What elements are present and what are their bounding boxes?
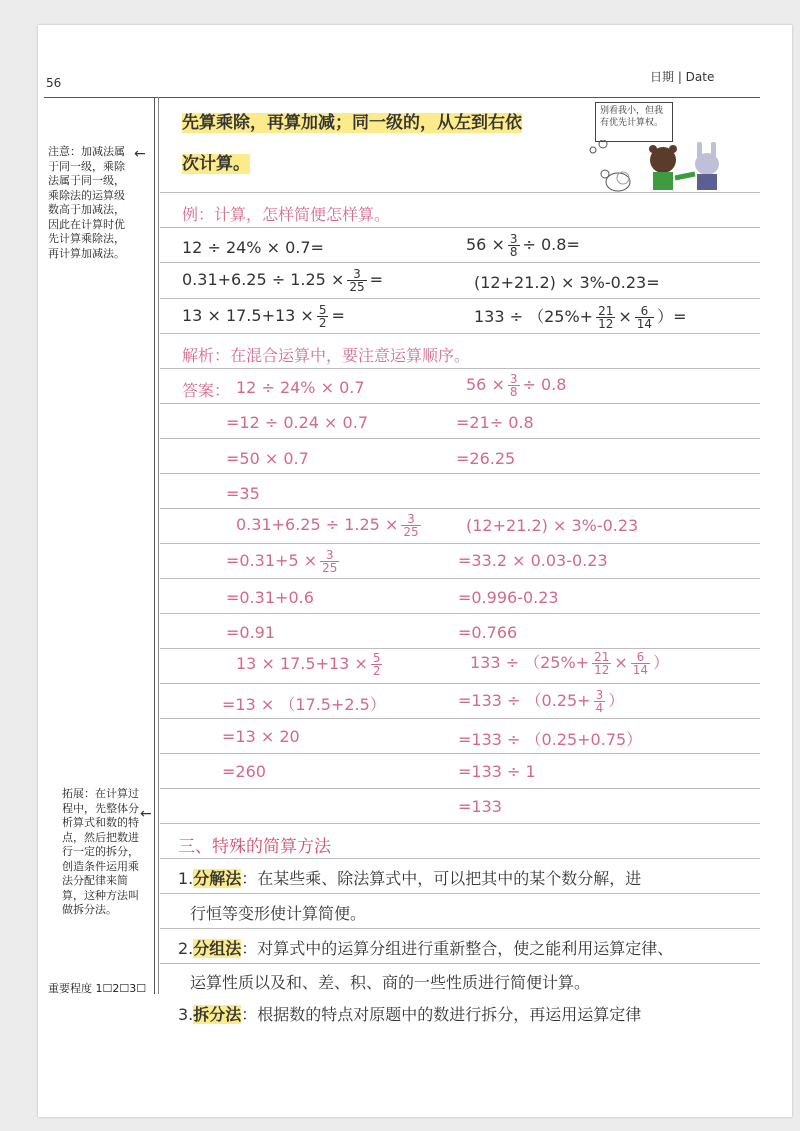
importance-rating: 重要程度 1☐2☐3☐	[48, 982, 147, 995]
answer-1-line-2: =12 ÷ 0.24 × 0.7	[226, 413, 368, 432]
answer-label: 答案：	[182, 381, 231, 400]
margin-line-inner	[158, 97, 159, 994]
question-4: (12+21.2) × 3%-0.23=	[474, 273, 660, 292]
ruled-line	[160, 858, 760, 859]
question-3: 0.31+6.25 ÷ 1.25 × $\frac{3}{25}$ =	[182, 267, 384, 294]
method-1-line-1: 1.分解法：在某些乘、除法算式中，可以把其中的某个数分解，进	[178, 869, 642, 888]
ruled-line	[160, 963, 760, 964]
answer-2-line-3: =26.25	[456, 449, 516, 468]
ruled-line	[160, 578, 760, 579]
speech-bubble: 别看我小，但我有优先计算权。	[595, 102, 673, 142]
answer-6-line-1: 133 ÷ （25%+ $\frac{21}{12}$ × $\frac{6}{14}$ ）	[470, 650, 670, 677]
ruled-line	[160, 823, 760, 824]
question-6: 133 ÷ （25%+ $\frac{21}{12}$ × $\frac{6}{14}$ ）=	[474, 304, 687, 331]
ruled-line	[160, 333, 760, 334]
ruled-line	[160, 508, 760, 509]
answer-3-line-3: =0.31+0.6	[226, 588, 314, 607]
arrow-left-icon: ←	[140, 806, 152, 822]
page-number: 56	[46, 76, 62, 90]
answer-5-line-3: =13 × 20	[222, 727, 300, 746]
answer-2-line-2: =21÷ 0.8	[456, 413, 534, 432]
ruled-line	[160, 227, 760, 228]
answer-2-line-1: 56 × $\frac{3}{8}$ ÷ 0.8	[466, 372, 567, 399]
side-note-attention: 注意：加减法属于同一级，乘除法属于同一级，乘除法的运算级数高于加减法，因此在计算时优先计算乘除法，再计算加减法。	[48, 145, 125, 260]
ruled-line	[160, 438, 760, 439]
ruled-line	[160, 683, 760, 684]
answer-1-line-4: =35	[226, 484, 260, 503]
arrow-left-icon: ←	[134, 146, 146, 162]
ruled-line	[160, 928, 760, 929]
answer-6-line-3: =133 ÷ （0.25+0.75）	[458, 730, 643, 749]
analysis-text: 解析：在混合运算中，要注意运算顺序。	[182, 346, 471, 365]
question-1: 12 ÷ 24% × 0.7=	[182, 238, 324, 257]
answer-3-line-1: 0.31+6.25 ÷ 1.25 × $\frac{3}{25}$	[236, 512, 419, 539]
answer-5-line-4: =260	[222, 762, 266, 781]
answer-4-line-4: =0.766	[458, 623, 518, 642]
ruled-line	[160, 473, 760, 474]
answer-6-line-5: =133	[458, 797, 502, 816]
ruled-line	[160, 753, 760, 754]
ruled-line	[160, 893, 760, 894]
ruled-line	[160, 613, 760, 614]
answer-1-line-3: =50 × 0.7	[226, 449, 309, 468]
answer-1-line-1: 12 ÷ 24% × 0.7	[236, 378, 365, 397]
method-2-line-1: 2.分组法：对算式中的运算分组进行重新整合，使之能利用运算定律、	[178, 939, 674, 958]
rule-line-1: 先算乘除，再算加减；同一级的，从左到右依	[182, 113, 522, 133]
ruled-line	[160, 262, 760, 263]
ruled-line	[160, 718, 760, 719]
ruled-line	[160, 298, 760, 299]
answer-4-line-3: =0.996-0.23	[458, 588, 559, 607]
date-label: 日期 | Date	[650, 70, 715, 84]
margin-line	[154, 97, 155, 994]
answer-4-line-2: =33.2 × 0.03-0.23	[458, 551, 608, 570]
method-1-line-2: 行恒等变形使计算简便。	[190, 904, 367, 923]
method-2-line-2: 运算性质以及和、差、积、商的一些性质进行简便计算。	[190, 973, 591, 992]
answer-6-line-4: =133 ÷ 1	[458, 762, 536, 781]
answer-4-line-1: (12+21.2) × 3%-0.23	[466, 516, 639, 535]
section-3-title: 三、特殊的简算方法	[178, 837, 331, 857]
answer-5-line-2: =13 × （17.5+2.5）	[222, 695, 386, 714]
answer-3-line-4: =0.91	[226, 623, 276, 642]
side-note-extension: 拓展：在计算过程中，先整体分析算式和数的特点，然后把数进行一定的拆分，创造条件运用乘法分配律来简算，这种方法叫做拆分法。	[62, 787, 139, 916]
ruled-line	[160, 788, 760, 789]
method-3-line-1: 3.拆分法：根据数的特点对原题中的数进行拆分，再运用运算定律	[178, 1005, 642, 1024]
ruled-line	[160, 403, 760, 404]
question-5: 13 × 17.5+13 × $\frac{5}{2}$ =	[182, 303, 345, 330]
rule-line-2: 次计算。	[182, 154, 250, 174]
top-rule-line	[44, 97, 760, 98]
cartoon-characters-illustration	[583, 140, 731, 198]
answer-6-line-2: =133 ÷ （0.25+ $\frac{3}{4}$ ）	[458, 688, 625, 715]
ruled-line	[160, 543, 760, 544]
ruled-line	[160, 368, 760, 369]
answer-5-line-1: 13 × 17.5+13 × $\frac{5}{2}$	[236, 651, 381, 678]
ruled-line	[160, 648, 760, 649]
question-2: 56 × $\frac{3}{8}$ ÷ 0.8=	[466, 232, 580, 259]
example-title: 例：计算，怎样简便怎样算。	[182, 205, 391, 224]
answer-3-line-2: =0.31+5 × $\frac{3}{25}$	[226, 548, 338, 575]
